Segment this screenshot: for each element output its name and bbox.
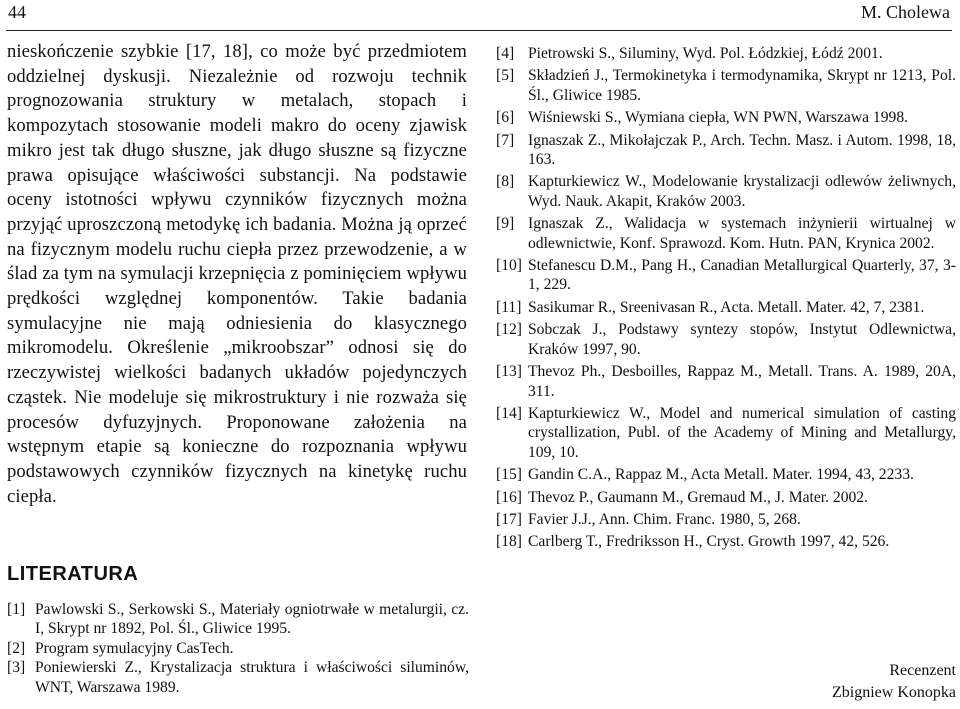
reference-number: [14] (496, 404, 522, 422)
running-head-author: M. Cholewa (861, 2, 950, 22)
reference-text: Pawlowski S., Serkowski S., Materiały ogniotrwałe w metalurgii, cz. I, Skrypt nr 1892, Pol. Śl., Gliwice 1995. (35, 601, 469, 638)
reference-text: Wiśniewski S., Wymiana ciepła, WN PWN, Warszawa 1998. (528, 109, 909, 127)
reference-text: Favier J.J., Ann. Chim. Franc. 1980, 5, 268. (528, 510, 801, 528)
body-paragraph: nieskończenie szybkie [17, 18], co może być przedmiotem oddzielnej dyskusji. Niezależnie od rozwoju technik prognozowania struktury w metalach, stopach i kompozytach stosowanie modeli makro do oceny zjawisk mikro jest tak długo słuszne, jak długo słuszne są fizyczne prawa opisujące właściwości substancji. Na podstawie oceny istotności wpływu czynników fizycznych można przyjąć uproszczoną metodykę ich badania. Można ją oprzeć na fizycznym modelu ruchu ciepła przez przewodzenie, a w ślad za tym na symulacji krzepnięcia z pominięciem wpływu prędkości względnej komponentów. Takie badania symulacyjne nie mają odniesienia do klasycznego mikromodelu. Określenie „mikroobszar” odnosi się do rzeczywistej wielkości badanych układów pojedynczych cząstek. Nie modeluje się mikrostruktury i nie rozważa się procesów dyfuzyjnych. Proponowane założenia na wstępnym etapie są konieczne do rozpoznania wpływu podstawowych czynników fizycznych na kinetykę ruchu ciepła. (7, 41, 467, 507)
reference-item (7, 658, 469, 697)
reference-text: Pietrowski S., Siluminy, Wyd. Pol. Łódzkiej, Łódź 2001. (528, 45, 883, 62)
reviewer-block (832, 660, 956, 704)
reference-text: Kapturkiewicz W., Model and numerical simulation of casting crystallization, Publ. of the Academy of Mining and Metallurgy, 109, 10. (528, 404, 956, 461)
reference-number: [5] (496, 67, 515, 85)
reference-number: [6] (496, 109, 515, 127)
reference-text: Kapturkiewicz W., Modelowanie krystalizacji odlewów żeliwnych, Wyd. Nauk. Akapit, Kraków 2003. (528, 173, 956, 210)
reference-item (496, 256, 956, 295)
reference-item (496, 298, 956, 317)
reference-text: Ignaszak Z., Mikołajczak P., Arch. Techn. Masz. i Autom. 1998, 18, 163. (528, 131, 956, 169)
reference-item (496, 172, 956, 211)
reference-item (7, 639, 469, 658)
reference-number: [9] (496, 215, 515, 233)
page-header (6, 0, 952, 31)
reference-text: Ignaszak Z., Walidacja w systemach inżynierii wirtualnej w odlewnictwie, Konf. Sprawozd. Kom. Hutn. PAN, Krynica 2002. (528, 215, 956, 252)
reference-number: [10] (496, 257, 522, 275)
reference-text: Thevoz Ph., Desboilles, Rappaz M., Metall. Trans. A. 1989, 20A, 311. (528, 363, 956, 400)
reference-text: Carlberg T., Fredriksson H., Cryst. Growth 1997, 42, 526. (528, 533, 890, 551)
reference-number: [2] (7, 639, 26, 657)
reviewer-label: Recenzent (889, 662, 956, 679)
page-number: 44 (8, 2, 26, 22)
reference-number: [17] (496, 510, 522, 528)
reference-item (496, 66, 956, 105)
reference-text: Gandin C.A., Rappaz M., Acta Metall. Mater. 1994, 43, 2233. (528, 466, 914, 484)
reference-number: [1] (7, 601, 26, 618)
reference-number: [16] (496, 488, 522, 506)
reference-number: [12] (496, 321, 522, 339)
reference-number: [15] (496, 466, 522, 484)
reference-item (496, 510, 956, 529)
left-column (7, 40, 467, 509)
reference-text: Stefanescu D.M., Pang H., Canadian Metallurgical Quarterly, 37, 3-1, 229. (528, 257, 956, 294)
reference-item (496, 108, 956, 127)
reviewer-name: Zbigniew Konopka (832, 684, 956, 701)
reference-number: [3] (7, 659, 26, 677)
reference-text: Sasikumar R., Sreenivasan R., Acta. Metall. Mater. 42, 7, 2381. (528, 298, 925, 316)
reference-number: [11] (496, 298, 522, 316)
reference-number: [18] (496, 533, 522, 551)
reference-text: Poniewierski Z., Krystalizacja struktura i właściwości siluminów, WNT, Warszawa 1989. (35, 659, 469, 696)
reference-item (496, 465, 956, 484)
reference-item (496, 44, 956, 63)
reference-number: [4] (496, 45, 515, 62)
reference-item (496, 214, 956, 253)
reference-item (496, 488, 956, 507)
reference-item (7, 600, 469, 639)
reference-item (496, 131, 956, 170)
reference-list-left (7, 600, 469, 697)
reference-item (496, 362, 956, 401)
reference-text: Program symulacyjny CasTech. (35, 639, 234, 657)
references-heading: LITERATURA (7, 563, 139, 585)
reference-item (496, 532, 956, 551)
reference-text: Thevoz P., Gaumann M., Gremaud M., J. Mater. 2002. (528, 488, 868, 506)
reference-number: [8] (496, 173, 515, 191)
reference-item (496, 404, 956, 462)
reference-text: Sobczak J., Podstawy syntezy stopów, Instytut Odlewnictwa, Kraków 1997, 90. (528, 321, 956, 358)
reference-number: [7] (496, 131, 515, 149)
reference-number: [13] (496, 363, 522, 381)
reference-list-right (496, 44, 956, 555)
reference-item (496, 320, 956, 359)
reference-text: Składzień J., Termokinetyka i termodynamika, Skrypt nr 1213, Pol. Śl., Gliwice 1985. (528, 67, 956, 104)
